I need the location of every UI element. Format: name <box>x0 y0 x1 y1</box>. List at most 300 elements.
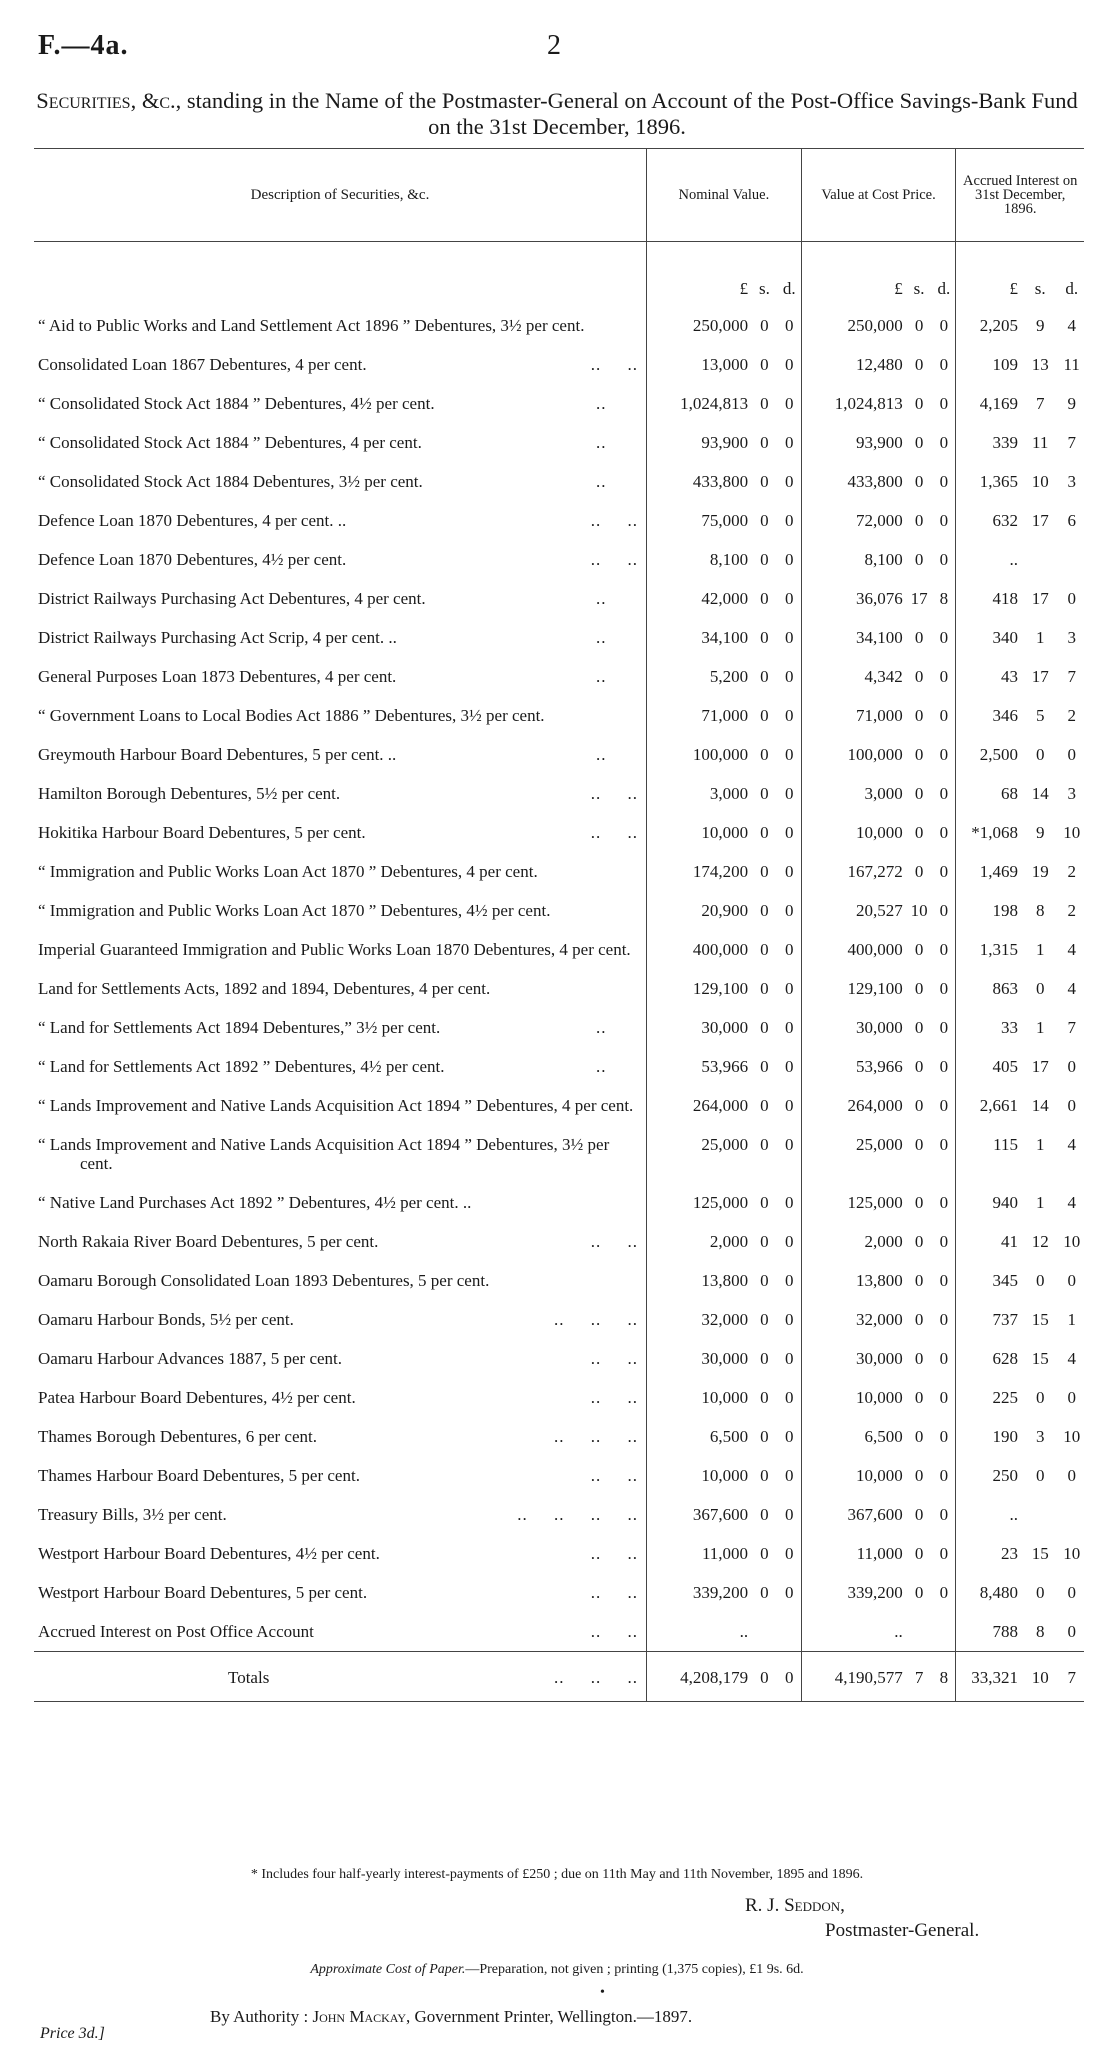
title-lead: Securities, &c., <box>36 88 182 113</box>
cost-pounds: 10,000 <box>801 813 906 852</box>
description-wrap: .. “ Land for Settlements Act 1892 ” Debentures, 4½ per cent. <box>38 1057 607 1076</box>
cost-pence: 0 <box>939 940 949 959</box>
cost-shillings: 0 <box>914 1388 924 1407</box>
nominal-pounds: 42,000 <box>647 579 752 618</box>
nominal-shillings: 0 <box>760 1310 769 1329</box>
leader-dots: .. .. .. .. <box>517 1505 638 1524</box>
nominal-pounds: 32,000 <box>647 1300 752 1339</box>
table-row <box>34 1125 1084 1183</box>
table-row <box>34 501 1084 540</box>
interest-pounds: 418 <box>956 579 1021 618</box>
description-wrap: .. General Purposes Loan 1873 Debentures, 4 per cent. <box>38 667 607 686</box>
description-wrap <box>38 1544 638 1563</box>
interest-pounds: 1,315 <box>956 930 1021 969</box>
table-row <box>34 1222 1084 1261</box>
footnote: * Includes four half-yearly interest-payments of £250 ; due on 11th May and 11th November, 1895 and 1896. <box>250 1867 864 1882</box>
nominal-shillings: 0 <box>760 667 769 686</box>
interest-shillings: 5 <box>1035 706 1045 725</box>
cost-shillings: 0 <box>914 1232 924 1251</box>
nominal-shillings: 0 <box>760 1388 769 1407</box>
page-title <box>30 88 1084 140</box>
authority-prefix: By Authority : <box>210 2007 313 2026</box>
description-text: Hamilton Borough Debentures, 5½ per cent. <box>38 784 341 803</box>
description-wrap <box>38 979 638 998</box>
description-cell <box>34 774 647 813</box>
cost-pence: 0 <box>939 1544 949 1563</box>
leader-dots: .. .. <box>590 1466 638 1485</box>
interest-pence: 10 <box>1063 1427 1081 1446</box>
interest-pounds: 225 <box>956 1378 1021 1417</box>
table-row <box>34 306 1084 345</box>
description-text: “ Land for Settlements Act 1894 Debentures,” 3½ per cent. <box>38 1018 441 1037</box>
nominal-shillings: 0 <box>760 433 769 452</box>
cost-pounds: 3,000 <box>801 774 906 813</box>
cost-pounds: 25,000 <box>801 1125 906 1183</box>
nominal-pence: 0 <box>784 1310 794 1329</box>
nominal-pounds: 3,000 <box>647 774 752 813</box>
cost-pounds: 100,000 <box>801 735 906 774</box>
nominal-pence: 0 <box>784 394 794 413</box>
cost-pounds: 129,100 <box>801 969 906 1008</box>
nominal-pounds: 367,600 <box>647 1495 752 1534</box>
signature-name: R. J. Seddon, <box>745 1895 845 1916</box>
nominal-pounds: 1,024,813 <box>647 384 752 423</box>
cost-pounds: 6,500 <box>801 1417 906 1456</box>
nominal-pence: 0 <box>784 667 794 686</box>
nominal-pounds: 10,000 <box>647 813 752 852</box>
interest-pounds: 2,661 <box>956 1086 1021 1125</box>
cost-pence: 0 <box>939 1505 949 1524</box>
description-wrap: .. “ Consolidated Stock Act 1884 ” Debentures, 4½ per cent. <box>38 394 607 413</box>
nominal-pounds: 5,200 <box>647 657 752 696</box>
leader-dots: .. .. <box>590 1544 638 1563</box>
interest-shillings: 3 <box>1035 1427 1045 1446</box>
interest-shillings: 8 <box>1035 1622 1045 1641</box>
interest-pounds: 23 <box>956 1534 1021 1573</box>
cost-pounds: 13,800 <box>801 1261 906 1300</box>
interest-shillings: 0 <box>1035 1271 1045 1290</box>
leader-dots: .. .. <box>590 823 638 842</box>
leader-dots: .. .. .. <box>554 1310 638 1329</box>
interest-pence: 3 <box>1067 472 1076 491</box>
nominal-shillings: 0 <box>760 1057 769 1076</box>
description-text: “ Government Loans to Local Bodies Act 1886 ” Debentures, 3½ per cent. <box>38 706 545 725</box>
description-cell <box>34 1086 647 1125</box>
description-text: Patea Harbour Board Debentures, 4½ per cent. <box>38 1388 356 1407</box>
table-row <box>34 1495 1084 1534</box>
table-row <box>34 618 1084 657</box>
description-text: General Purposes Loan 1873 Debentures, 4 per cent. <box>38 667 397 686</box>
description-cell <box>34 696 647 735</box>
total-cost-pence: 8 <box>932 1652 955 1702</box>
cost-shillings: 0 <box>914 1193 924 1212</box>
table-row <box>34 384 1084 423</box>
description-text: District Railways Purchasing Act Debentures, 4 per cent. <box>38 589 426 608</box>
description-text: Treasury Bills, 3½ per cent. <box>38 1505 227 1524</box>
nominal-shillings: 0 <box>760 1018 769 1037</box>
nominal-shillings: 0 <box>760 1466 769 1485</box>
cost-shillings: 0 <box>914 1135 924 1154</box>
interest-pence: 10 <box>1063 1232 1081 1251</box>
description-cell <box>34 969 647 1008</box>
description-wrap <box>38 823 638 842</box>
signature-office: Postmaster-General. <box>825 1920 980 1941</box>
interest-shillings: 0 <box>1035 1388 1045 1407</box>
description-wrap <box>38 1310 638 1329</box>
interest-pence: 4 <box>1067 316 1076 335</box>
nominal-pounds: 11,000 <box>647 1534 752 1573</box>
nominal-pence: 0 <box>784 1057 794 1076</box>
cost-pence <box>932 1612 955 1652</box>
nominal-pence <box>778 1612 801 1652</box>
table-row <box>34 423 1084 462</box>
description-cell <box>34 1339 647 1378</box>
nominal-pounds: 125,000 <box>647 1183 752 1222</box>
table-row <box>34 774 1084 813</box>
description-wrap: .. “ Land for Settlements Act 1894 Debentures,” 3½ per cent. <box>38 1018 607 1037</box>
cost-shillings: 0 <box>914 1057 924 1076</box>
nominal-pence: 0 <box>784 1388 794 1407</box>
cost-pence: 0 <box>939 745 949 764</box>
table-row <box>34 1008 1084 1047</box>
interest-pounds: 41 <box>956 1222 1021 1261</box>
total-nominal-pounds: 4,208,179 <box>647 1652 752 1702</box>
description-text: Greymouth Harbour Board Debentures, 5 per cent. .. <box>38 745 397 764</box>
description-wrap <box>38 1096 638 1115</box>
description-wrap: .. “ Consolidated Stock Act 1884 ” Debentures, 4 per cent. <box>38 433 607 452</box>
cost-pounds: 20,527 <box>801 891 906 930</box>
unit-shillings: s. <box>758 279 770 298</box>
interest-shillings: 17 <box>1031 589 1049 608</box>
description-cell <box>34 1573 647 1612</box>
cost-pounds: 367,600 <box>801 1495 906 1534</box>
interest-shillings: 14 <box>1031 784 1049 803</box>
nominal-pounds: 93,900 <box>647 423 752 462</box>
leader-dots: .. .. .. <box>554 1668 638 1687</box>
cost-pounds: 8,100 <box>801 540 906 579</box>
cost-shillings: 0 <box>914 1544 924 1563</box>
description-cell <box>34 462 647 501</box>
table-row <box>34 1534 1084 1573</box>
cost-pounds: 72,000 <box>801 501 906 540</box>
table-row <box>34 1339 1084 1378</box>
nominal-pence: 0 <box>784 1466 794 1485</box>
interest-shillings: 7 <box>1035 394 1045 413</box>
nominal-pence: 0 <box>784 1544 794 1563</box>
unit-pounds: £ <box>647 242 752 307</box>
cost-pence: 0 <box>939 550 949 569</box>
description-wrap <box>38 316 638 335</box>
cost-shillings: 17 <box>910 589 928 608</box>
interest-shillings: 1 <box>1035 628 1045 647</box>
nominal-shillings: 0 <box>760 862 769 881</box>
description-wrap <box>38 940 638 959</box>
description-cell <box>34 540 647 579</box>
cost-pounds: 339,200 <box>801 1573 906 1612</box>
nominal-shillings: 0 <box>760 1349 769 1368</box>
description-wrap <box>38 706 638 725</box>
interest-shillings: 14 <box>1031 1096 1049 1115</box>
cost-shillings: 0 <box>914 316 924 335</box>
interest-pence: 6 <box>1067 511 1076 530</box>
description-wrap <box>38 1505 638 1524</box>
cost-pounds: 167,272 <box>801 852 906 891</box>
nominal-pence: 0 <box>784 706 794 725</box>
interest-pence: 4 <box>1067 1193 1076 1212</box>
cost-pence: 0 <box>939 706 949 725</box>
interest-pence: 7 <box>1067 667 1076 686</box>
cost-shillings: 0 <box>914 1349 924 1368</box>
total-cost-pounds: 4,190,577 <box>801 1652 906 1702</box>
interest-pounds: .. <box>956 1495 1021 1534</box>
cost-pounds: 34,100 <box>801 618 906 657</box>
cost-pence: 0 <box>939 1193 949 1212</box>
cost-pence: 0 <box>939 979 949 998</box>
printer-name: John Mackay <box>312 2007 407 2026</box>
cost-pence: 0 <box>939 1466 949 1485</box>
nominal-shillings: 0 <box>760 1271 769 1290</box>
description-text: Hokitika Harbour Board Debentures, 5 per cent. <box>38 823 366 842</box>
table-row <box>34 1378 1084 1417</box>
interest-shillings: 15 <box>1031 1544 1049 1563</box>
cost-pence: 0 <box>939 1135 949 1154</box>
table-row <box>34 1573 1084 1612</box>
interest-shillings: 0 <box>1035 1466 1045 1485</box>
interest-pounds: 340 <box>956 618 1021 657</box>
cost-shillings: 0 <box>914 1466 924 1485</box>
interest-pounds: 345 <box>956 1261 1021 1300</box>
interest-pounds: 1,365 <box>956 462 1021 501</box>
interest-pence: 0 <box>1067 1057 1076 1076</box>
description-text: “ Immigration and Public Works Loan Act 1870 ” Debentures, 4 per cent. <box>38 862 538 881</box>
cost-pounds: 93,900 <box>801 423 906 462</box>
description-text: District Railways Purchasing Act Scrip, 4 per cent. .. <box>38 628 397 647</box>
total-interest-pence: 7 <box>1059 1652 1084 1702</box>
interest-pence: 3 <box>1067 628 1076 647</box>
total-nominal-pence: 0 <box>778 1652 801 1702</box>
nominal-pence: 0 <box>784 511 794 530</box>
interest-pounds: 109 <box>956 345 1021 384</box>
nominal-shillings: 0 <box>760 472 769 491</box>
cost-pence: 0 <box>939 901 949 920</box>
cost-shillings: 0 <box>914 1427 924 1446</box>
description-text: “ Aid to Public Works and Land Settlement Act 1896 ” Debentures, 3½ per cent. <box>38 316 585 335</box>
description-text: “ Land for Settlements Act 1892 ” Debentures, 4½ per cent. <box>38 1057 445 1076</box>
cost-shillings: 0 <box>914 433 924 452</box>
nominal-pounds: 13,000 <box>647 345 752 384</box>
interest-pence: 7 <box>1067 1018 1076 1037</box>
interest-pence: 0 <box>1067 1096 1076 1115</box>
table-row <box>34 1417 1084 1456</box>
cost-shillings: 0 <box>914 1018 924 1037</box>
nominal-shillings: 0 <box>760 1135 769 1154</box>
nominal-pounds: 10,000 <box>647 1456 752 1495</box>
leader-dots: .. .. <box>590 1622 638 1641</box>
description-cell <box>34 930 647 969</box>
interest-pounds: 1,469 <box>956 852 1021 891</box>
nominal-shillings: 0 <box>760 940 769 959</box>
table-row <box>34 813 1084 852</box>
interest-shillings: 1 <box>1035 1018 1045 1037</box>
description-cell <box>34 1456 647 1495</box>
interest-pence: 0 <box>1067 745 1076 764</box>
cost-shillings: 0 <box>914 745 924 764</box>
description-wrap <box>38 1622 638 1641</box>
cost-pence: 0 <box>939 1018 949 1037</box>
cost-shillings: 0 <box>914 940 924 959</box>
nominal-pence: 0 <box>784 472 794 491</box>
description-cell <box>34 813 647 852</box>
nominal-pence: 0 <box>784 940 794 959</box>
nominal-pence: 0 <box>784 901 794 920</box>
interest-pounds: 405 <box>956 1047 1021 1086</box>
cost-pounds: 264,000 <box>801 1086 906 1125</box>
nominal-pence: 0 <box>784 589 794 608</box>
interest-pounds: 198 <box>956 891 1021 930</box>
description-text: Oamaru Borough Consolidated Loan 1893 Debentures, 5 per cent. <box>38 1271 490 1290</box>
nominal-shillings <box>751 1612 778 1652</box>
nominal-pounds: 53,966 <box>647 1047 752 1086</box>
cost-pounds: 2,000 <box>801 1222 906 1261</box>
cost-pence: 0 <box>939 433 949 452</box>
description-cell <box>34 1495 647 1534</box>
table-row <box>34 657 1084 696</box>
cost-shillings: 0 <box>914 1505 924 1524</box>
nominal-pounds: 30,000 <box>647 1339 752 1378</box>
interest-shillings: 15 <box>1031 1310 1049 1329</box>
cost-pence: 0 <box>939 1349 949 1368</box>
page-number: 2 <box>547 30 561 61</box>
description-cell <box>34 1378 647 1417</box>
interest-shillings: 12 <box>1031 1232 1049 1251</box>
leader-dots: .. .. <box>590 1349 638 1368</box>
cost-shillings: 0 <box>914 550 924 569</box>
nominal-shillings: 0 <box>760 1232 769 1251</box>
cost-pounds: 250,000 <box>801 306 906 345</box>
interest-pence: 0 <box>1067 1622 1076 1641</box>
nominal-pounds: 129,100 <box>647 969 752 1008</box>
interest-pence: 10 <box>1063 823 1081 842</box>
description-wrap <box>38 1271 638 1290</box>
description-text: Accrued Interest on Post Office Account <box>38 1622 314 1641</box>
description-text: Thames Borough Debentures, 6 per cent. <box>38 1427 317 1446</box>
total-cost-shillings: 7 <box>906 1652 933 1702</box>
nominal-shillings: 0 <box>760 901 769 920</box>
nominal-pounds: 8,100 <box>647 540 752 579</box>
cost-pounds: 1,024,813 <box>801 384 906 423</box>
interest-shillings: 19 <box>1031 862 1049 881</box>
cost-pounds: 125,000 <box>801 1183 906 1222</box>
interest-pence: 4 <box>1067 940 1076 959</box>
interest-shillings: 10 <box>1031 472 1049 491</box>
interest-pence: 10 <box>1063 1544 1081 1563</box>
nominal-pence: 0 <box>784 433 794 452</box>
nominal-shillings: 0 <box>760 316 769 335</box>
nominal-pence: 0 <box>784 1018 794 1037</box>
description-cell <box>34 501 647 540</box>
description-cell <box>34 618 647 657</box>
leader-dots: .. .. <box>590 1388 638 1407</box>
cost-of-paper-note <box>0 1962 1114 1978</box>
table-row <box>34 852 1084 891</box>
nominal-pounds: 25,000 <box>647 1125 752 1183</box>
description-cell <box>34 1183 647 1222</box>
description-wrap <box>38 511 638 530</box>
description-cell <box>34 1047 647 1086</box>
description-text: “ Lands Improvement and Native Lands Acquisition Act 1894 ” Debentures, 3½ per cent. <box>38 1135 610 1173</box>
interest-pence: 4 <box>1067 1135 1076 1154</box>
nominal-pence: 0 <box>784 823 794 842</box>
cost-pence: 0 <box>939 472 949 491</box>
interest-pence: 2 <box>1067 901 1076 920</box>
nominal-pounds: 174,200 <box>647 852 752 891</box>
description-wrap <box>38 1135 638 1173</box>
description-cell <box>34 1612 647 1652</box>
column-header-interest: Accrued Interest on 31st December, 1896. <box>956 149 1084 242</box>
unit-pence: d. <box>1065 279 1079 298</box>
interest-shillings: 0 <box>1035 979 1045 998</box>
nominal-pence: 0 <box>784 355 794 374</box>
nominal-shillings: 0 <box>760 355 769 374</box>
nominal-pounds: 13,800 <box>647 1261 752 1300</box>
leader-dots: .. .. <box>590 1232 638 1251</box>
interest-shillings: 17 <box>1031 1057 1049 1076</box>
table-row <box>34 462 1084 501</box>
description-cell <box>34 852 647 891</box>
interest-pounds: 737 <box>956 1300 1021 1339</box>
description-text: “ Immigration and Public Works Loan Act 1870 ” Debentures, 4½ per cent. <box>38 901 551 920</box>
description-cell <box>34 1222 647 1261</box>
nominal-pence: 0 <box>784 1271 794 1290</box>
interest-shillings: 0 <box>1035 745 1045 764</box>
cost-pence: 0 <box>939 511 949 530</box>
column-header-description: Description of Securities, &c. <box>34 149 647 242</box>
interest-pounds: 628 <box>956 1339 1021 1378</box>
description-text: “ Lands Improvement and Native Lands Acquisition Act 1894 ” Debentures, 4 per cent. <box>38 1096 634 1115</box>
unit-pence: d. <box>937 279 951 298</box>
description-cell <box>34 306 647 345</box>
nominal-pence: 0 <box>784 1349 794 1368</box>
cost-pounds: 4,342 <box>801 657 906 696</box>
interest-pence: 0 <box>1067 1466 1076 1485</box>
nominal-pence: 0 <box>784 1505 794 1524</box>
interest-shillings: 8 <box>1035 901 1045 920</box>
description-text: Oamaru Harbour Advances 1887, 5 per cent. <box>38 1349 343 1368</box>
totals-label-cell <box>34 1652 647 1702</box>
description-text: Westport Harbour Board Debentures, 4½ per cent. <box>38 1544 380 1563</box>
cost-pence: 8 <box>939 589 949 608</box>
cost-pence: 0 <box>939 784 949 803</box>
interest-shillings: 0 <box>1035 1583 1045 1602</box>
description-text: Oamaru Harbour Bonds, 5½ per cent. <box>38 1310 294 1329</box>
nominal-shillings: 0 <box>760 1583 769 1602</box>
cost-pence: 0 <box>939 1057 949 1076</box>
interest-pence: 0 <box>1067 1583 1076 1602</box>
description-cell <box>34 384 647 423</box>
description-text: “ Consolidated Stock Act 1884 ” Debentures, 4 per cent. <box>38 433 422 452</box>
table-row <box>34 891 1084 930</box>
cost-shillings: 0 <box>914 394 924 413</box>
cost-pounds: 36,076 <box>801 579 906 618</box>
interest-pence: 7 <box>1067 433 1076 452</box>
cost-shillings: 0 <box>914 667 924 686</box>
nominal-shillings: 0 <box>760 745 769 764</box>
leader-dots: .. .. <box>590 511 638 530</box>
nominal-pounds: 71,000 <box>647 696 752 735</box>
interest-shillings: 15 <box>1031 1349 1049 1368</box>
nominal-pounds: 34,100 <box>647 618 752 657</box>
interest-pence: 2 <box>1067 706 1076 725</box>
